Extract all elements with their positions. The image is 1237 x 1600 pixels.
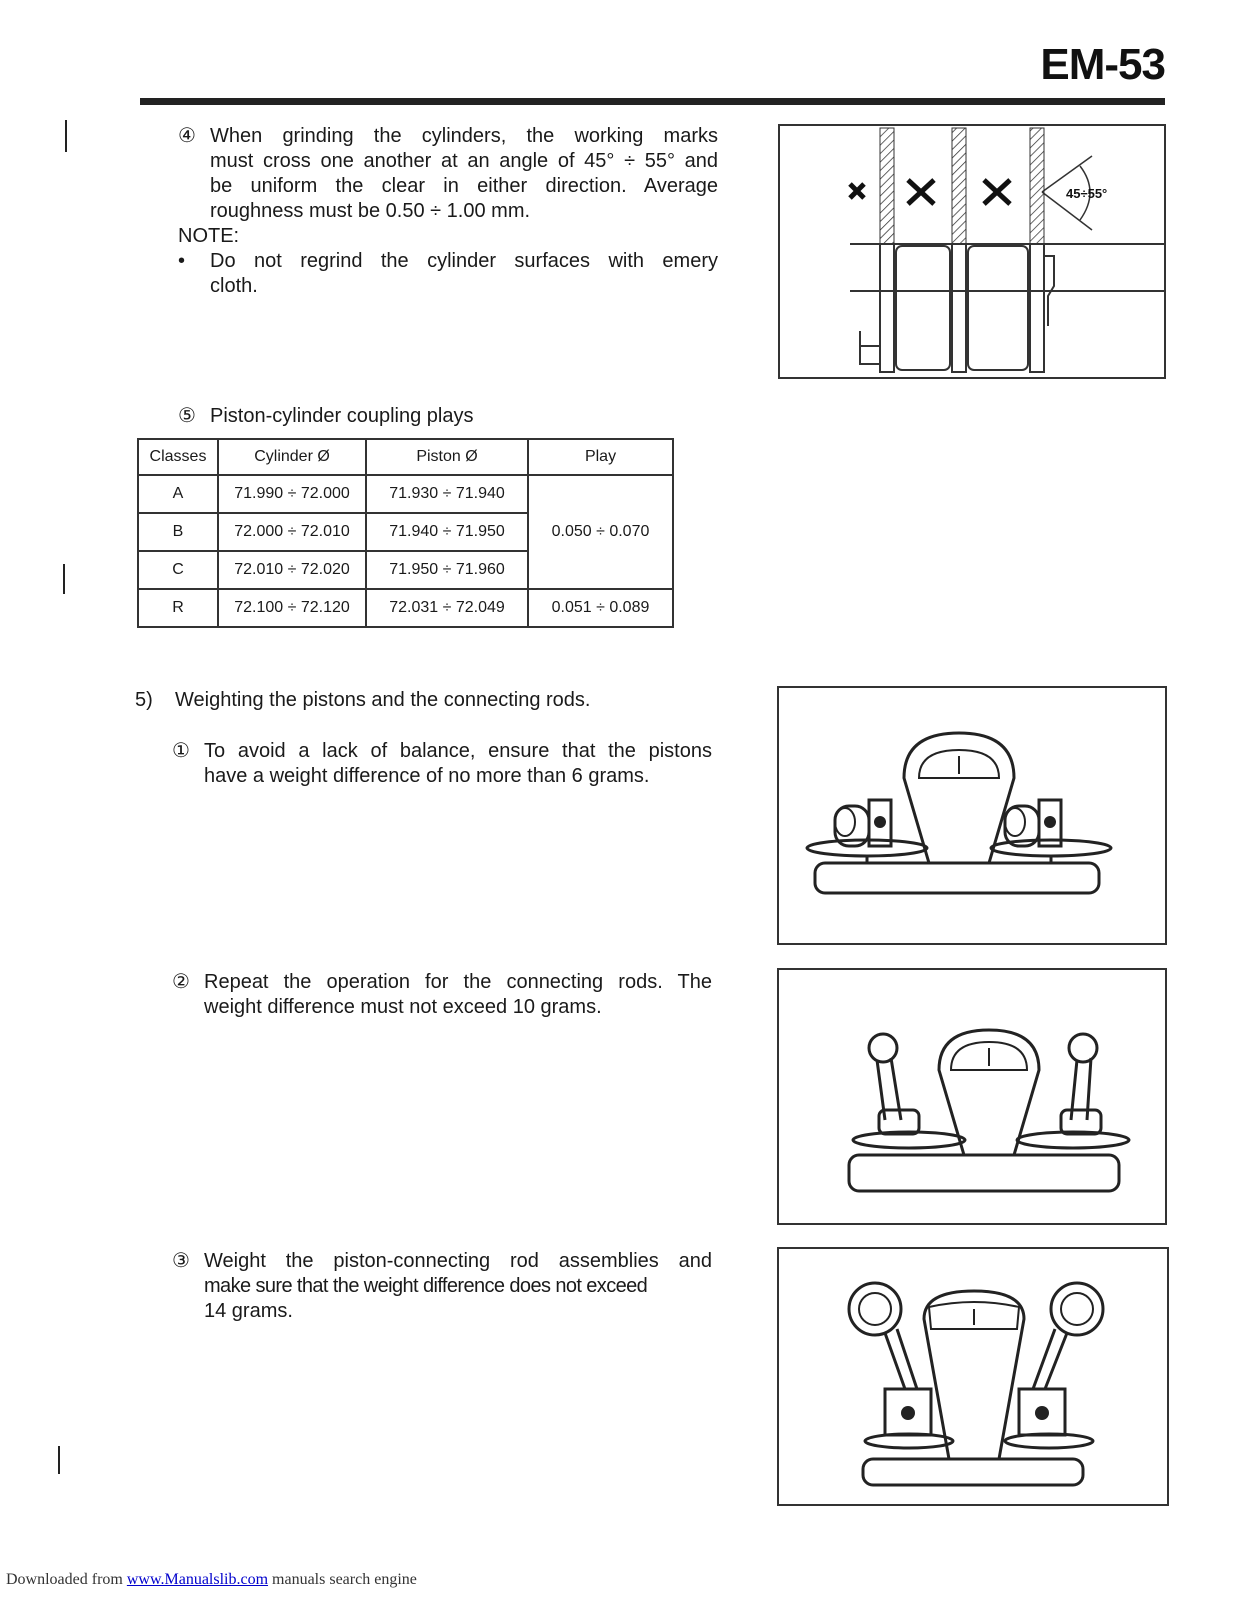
table-header: Piston Ø — [366, 439, 528, 475]
table-header-row — [138, 439, 673, 475]
sub1-marker: ① — [172, 740, 190, 762]
margin-mark — [58, 1446, 60, 1474]
table-cell: 0.050 ÷ 0.070 — [528, 475, 673, 589]
step5-title-row — [178, 404, 473, 429]
sub3-marker: ③ — [172, 1250, 190, 1272]
footer — [6, 1571, 417, 1589]
section5-title-row — [135, 688, 590, 713]
step4-block — [178, 124, 718, 299]
step4-line: roughness must be 0.50 ÷ 1.00 mm. — [210, 200, 531, 222]
table-cell: C — [138, 551, 218, 589]
manualslib-link[interactable]: www.Manualslib.com — [126, 1571, 269, 1588]
sub2-marker: ② — [172, 971, 190, 993]
step4-line: be uniform the clear in either direction. Average — [210, 175, 718, 197]
sub3-line: make sure that the weight difference does not exceed — [204, 1275, 648, 1297]
sub3-block — [172, 1249, 712, 1324]
cylinder-bore-illustration — [780, 126, 1164, 377]
table-cell: 71.930 ÷ 71.940 — [366, 475, 528, 513]
footer-prefix: Downloaded from — [6, 1571, 127, 1588]
assembly-scale-figure — [777, 1247, 1169, 1506]
sub1-line: have a weight difference of no more than 6 grams. — [204, 765, 650, 787]
step4-line: When grinding the cylinders, the working marks — [210, 125, 718, 147]
piston-scale-figure — [777, 686, 1167, 945]
table-cell: 72.000 ÷ 72.010 — [218, 513, 366, 551]
table-row — [138, 589, 673, 627]
table-header: Play — [528, 439, 673, 475]
rod-scale-illustration — [779, 970, 1165, 1223]
table-header: Classes — [138, 439, 218, 475]
rod-scale-figure — [777, 968, 1167, 1225]
header-rule — [140, 98, 1165, 105]
sub1-block — [172, 739, 712, 789]
cylinder-figure — [778, 124, 1166, 379]
sub3-line: Weight the piston-connecting rod assemblies and — [204, 1250, 712, 1272]
table-row — [138, 475, 673, 513]
page-code: EM-53 — [1040, 40, 1165, 89]
angle-label: 45÷55° — [1066, 186, 1108, 201]
table-cell: R — [138, 589, 218, 627]
table-header: Cylinder Ø — [218, 439, 366, 475]
sub1-line: To avoid a lack of balance, ensure that the pistons — [204, 740, 712, 762]
section5-marker: 5) — [135, 689, 153, 711]
step5-marker: ⑤ — [178, 405, 196, 427]
table-cell: 72.100 ÷ 72.120 — [218, 589, 366, 627]
table-cell: A — [138, 475, 218, 513]
table-cell: B — [138, 513, 218, 551]
bullet: • — [178, 250, 186, 272]
coupling-table — [137, 438, 674, 628]
table-cell: 0.051 ÷ 0.089 — [528, 589, 673, 627]
table-cell: 72.031 ÷ 72.049 — [366, 589, 528, 627]
step4-marker: ④ — [178, 125, 196, 147]
step5-title: Piston-cylinder coupling plays — [210, 405, 474, 427]
margin-mark — [63, 564, 65, 594]
assembly-scale-illustration — [779, 1249, 1167, 1504]
note-label: NOTE: — [178, 225, 240, 247]
note-line: Do not regrind the cylinder surfaces with emery — [210, 250, 718, 272]
step4-line: must cross one another at an angle of 45° ÷ 55° and — [210, 150, 718, 172]
piston-scale-illustration — [779, 688, 1165, 943]
table-cell: 72.010 ÷ 72.020 — [218, 551, 366, 589]
sub2-line: Repeat the operation for the connecting rods. The — [204, 971, 712, 993]
table-cell: 71.950 ÷ 71.960 — [366, 551, 528, 589]
sub2-line: weight difference must not exceed 10 grams. — [204, 996, 602, 1018]
table-cell: 71.940 ÷ 71.950 — [366, 513, 528, 551]
sub2-block — [172, 970, 712, 1020]
section5-title: Weighting the pistons and the connecting rods. — [175, 689, 591, 711]
table-cell: 71.990 ÷ 72.000 — [218, 475, 366, 513]
note-line: cloth. — [210, 275, 258, 297]
margin-mark — [65, 120, 67, 152]
footer-suffix: manuals search engine — [268, 1571, 417, 1588]
sub3-line: 14 grams. — [204, 1300, 293, 1322]
